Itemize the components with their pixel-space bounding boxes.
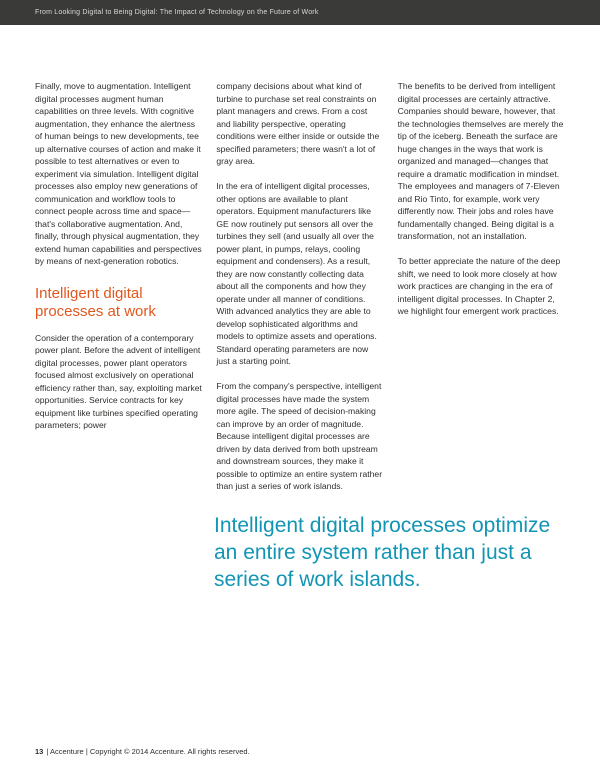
paragraph: Finally, move to augmentation. Intelligent digital processes augment human capabilities on three levels. With cognitive augmentation, they enhance the alertness of human beings to new developments, tee up alternative courses of action and make it possible to test alternatives or even to experiment via simulation. Intelligent digital processes also employ new generations of communication and workflow tools to connect people across time and space—that's collaborative augmentation. And, finally, through physical augmentation, they extend human capabilities and perspectives by means of next-generation robotics. <box>35 81 202 266</box>
section-heading: Intelligent digital processes at work <box>35 284 156 320</box>
paragraph: company decisions about what kind of turbine to purchase set real constraints on plant managers and crews. From a cost and liability perspective, operating conditions were either inside or outside the specified parameters; there wasn't a lot of gray area. <box>216 81 380 166</box>
paragraph: Consider the operation of a contemporary power plant. Before the advent of intelligent digital processes, power plant operators focused almost exclusively on operational efficiency rather than, say, exploiting market opportunities. Service contracts for key equipment like turbines specified operating parameters; power <box>35 332 202 430</box>
column-middle <box>216 80 383 505</box>
paragraph: The benefits to be derived from intelligent digital processes are certainly attractive. Companies should beware, however, that the technologies themselves are merely the tip of the iceberg. Beneath the surface are huge changes in the ways that work is organized and managed—changes that require a dramatic modification in mindset. The employees and managers of 7-Eleven and Rio Tinto, for example, work very differently now. Their jobs and roles have fundamentally changed. Being digital is a transformation, not an installation. <box>397 81 564 241</box>
footer-copyright: | Accenture | Copyright © 2014 Accenture. All rights reserved. <box>46 747 250 756</box>
page-number: 13 <box>35 747 44 756</box>
running-header-title: From Looking Digital to Being Digital: The Impact of Technology on the Future of Work <box>35 9 319 16</box>
paragraph: In the era of intelligent digital processes, other options are available to plant operators. Equipment manufacturers like GE now routinely put sensors all over the turbines they sell (and usually all over the power plant, in pumps, relays, cooling equipment and condensers). As a result, they are now constantly collecting data about all the components and how they operate under all manner of conditions. With advanced analytics they are able to develop sophisticated algorithms and models to optimize assets and operations. Standard operating parameters are now just a starting point. <box>216 181 377 366</box>
body-columns <box>35 80 565 505</box>
column-left <box>35 80 202 505</box>
column-right <box>398 80 565 505</box>
page-footer <box>35 747 250 756</box>
paragraph: To better appreciate the nature of the deep shift, we need to look more closely at how work practices are changing in the era of intelligent digital processes. In Chapter 2, we highlight four emergent work practices. <box>397 256 561 316</box>
pull-quote: Intelligent digital processes optimize an entire system rather than just a series of work islands. <box>214 514 551 591</box>
paragraph: From the company's perspective, intelligent digital processes have made the system more agile. The speed of decision-making can improve by an order of magnitude. Because intelligent digital processes are driven by data derived from both upstream and downstream sources, they make it possible to optimize an entire system rather than just a series of work islands. <box>216 381 383 491</box>
running-header <box>0 0 600 25</box>
